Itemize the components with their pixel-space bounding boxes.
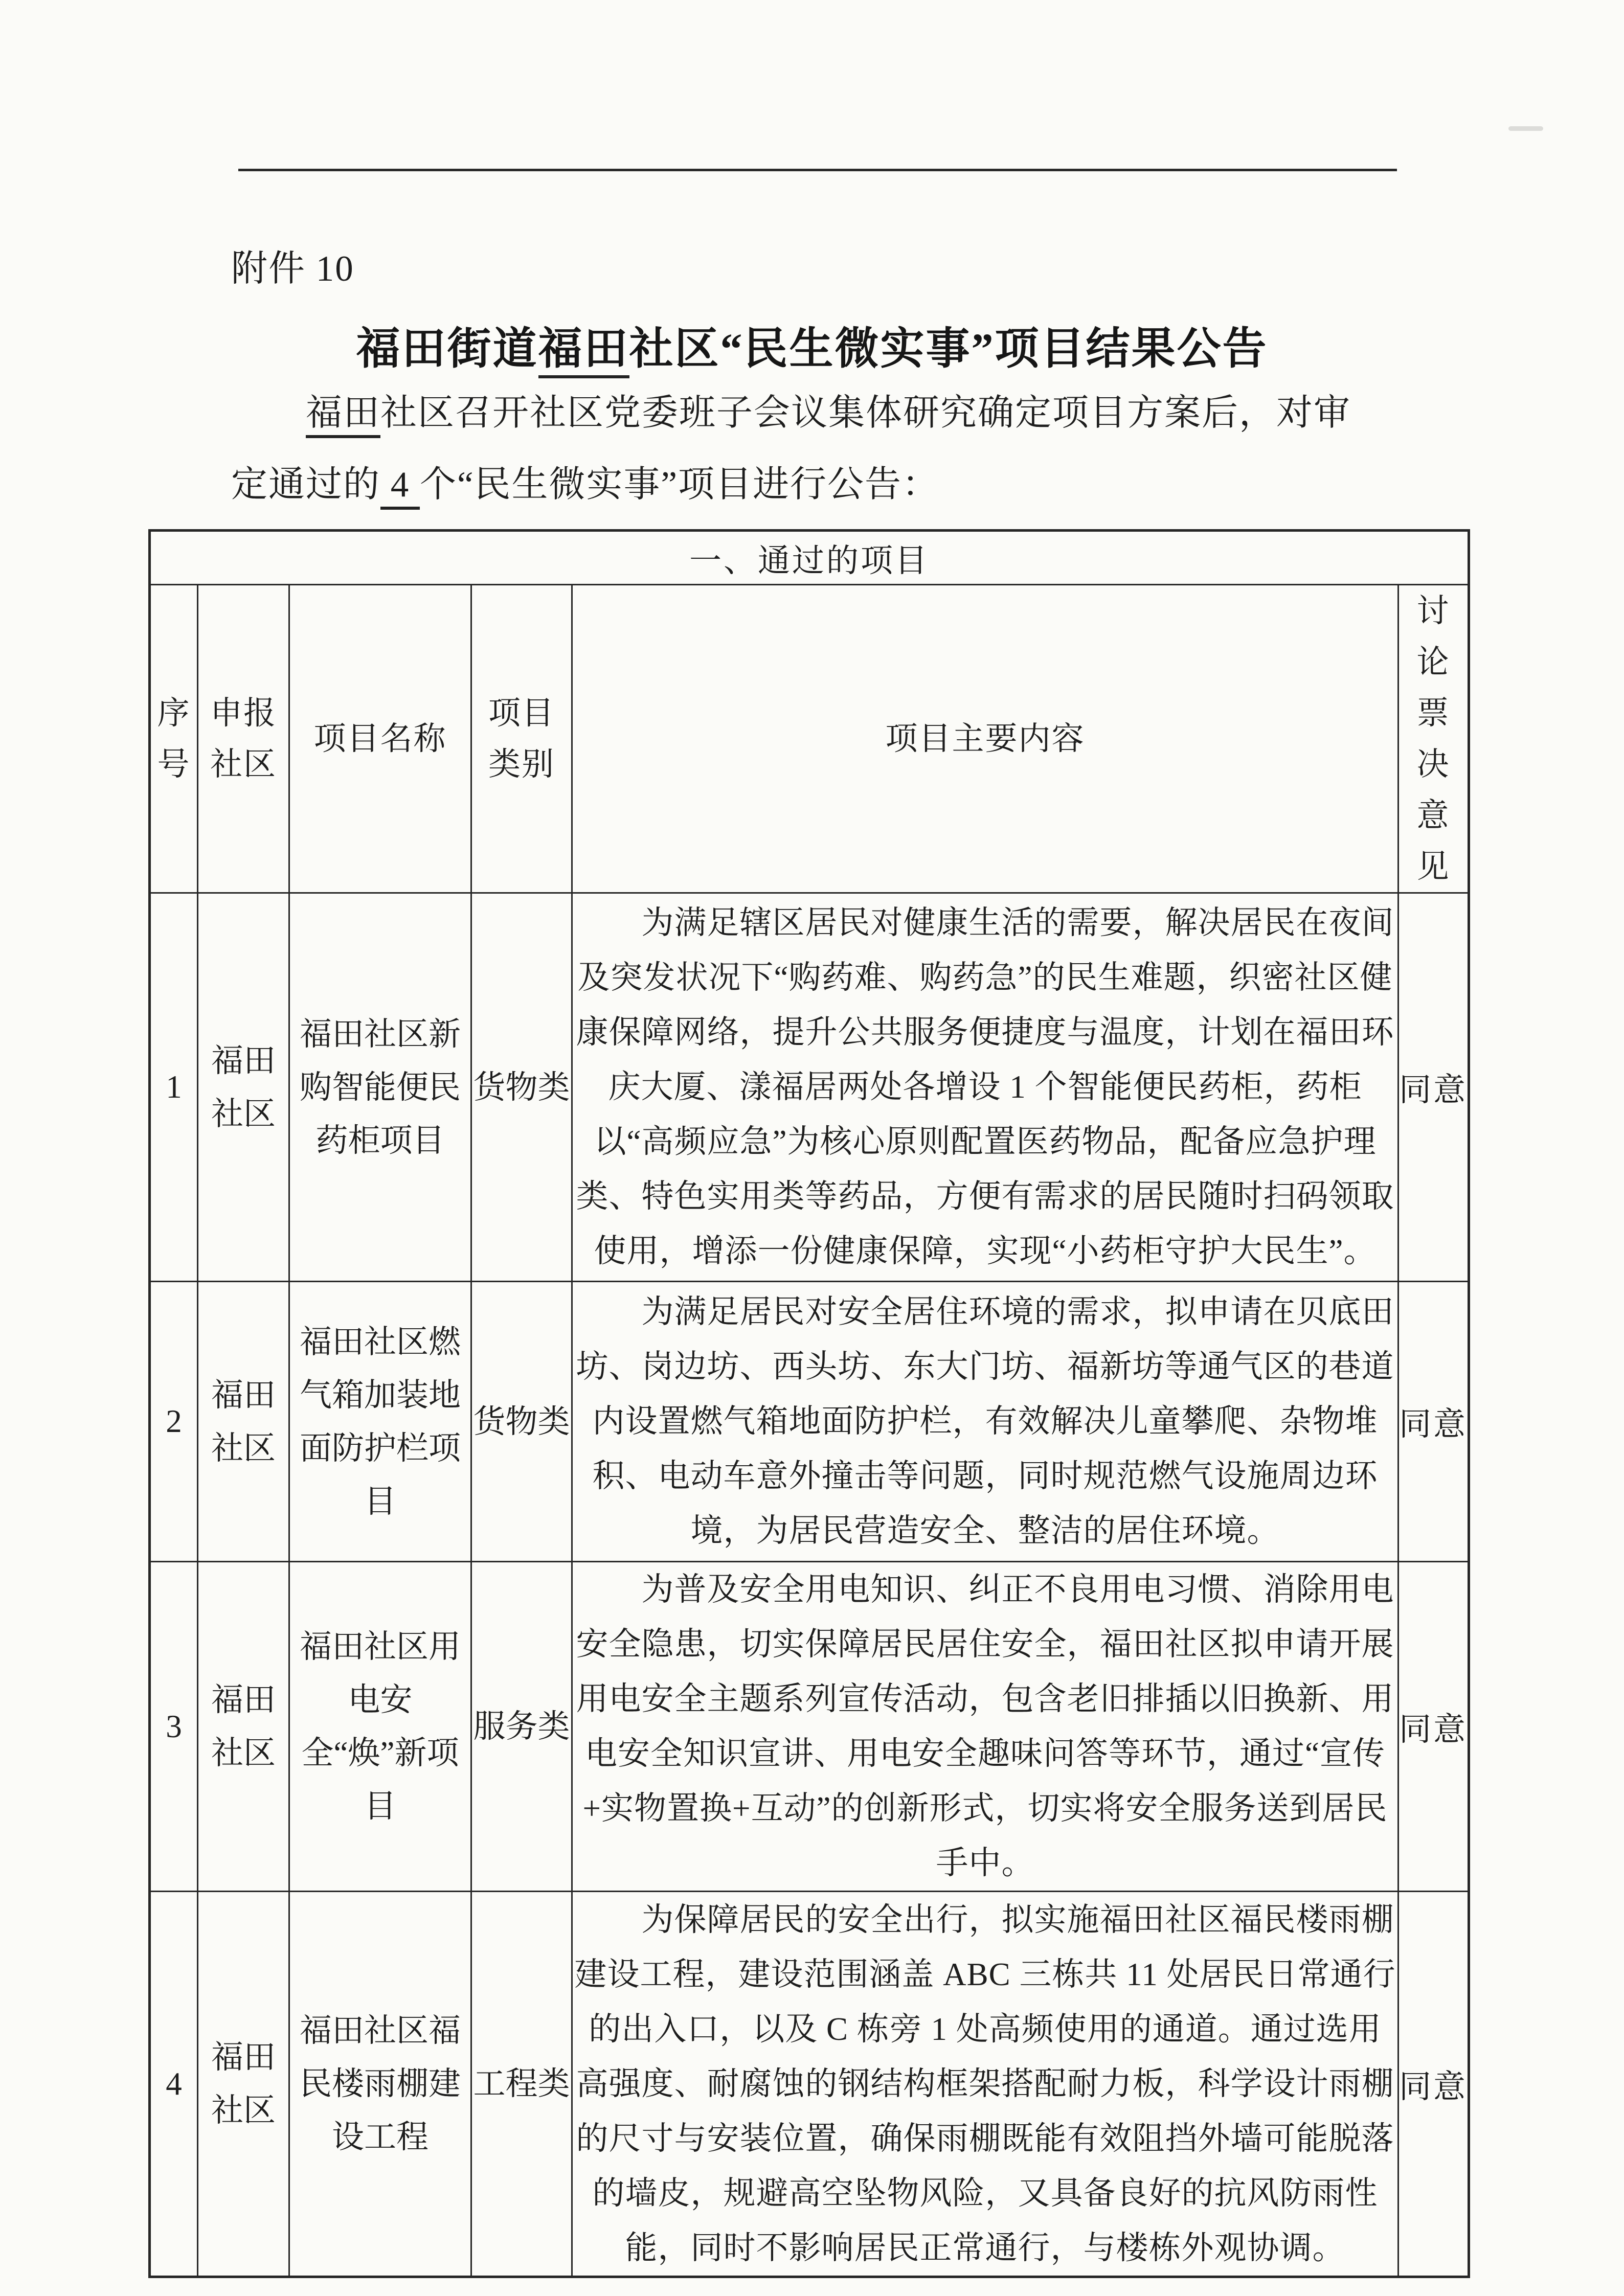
community-cell: 福田社区 — [198, 1282, 289, 1562]
category-cell: 工程类 — [471, 1892, 572, 2277]
project-name-cell: 福田社区新购智能便民药柜项目 — [289, 893, 471, 1282]
table-row — [150, 1282, 1469, 1562]
intro-line-2 — [231, 455, 1402, 507]
project-name-cell: 福田社区燃气箱加装地面防护栏项目 — [289, 1282, 471, 1562]
header-category: 项目类别 — [471, 585, 572, 893]
table-header-row — [150, 585, 1469, 893]
seq-cell: 4 — [150, 1892, 198, 2277]
category-cell: 服务类 — [471, 1562, 572, 1892]
content-cell: 为保障居民的安全出行，拟实施福田社区福民楼雨棚建设工程，建设范围涵盖 ABC 三栋共 11 处居民日常通行的出入口，以及 C 栋旁 1 处高频使用的通道。通过选用高强度、耐腐蚀的钢结构框架搭配耐力板，科学设计雨棚的尺寸与安装位置，确保雨棚既能有效阻挡外墙可能脱落的墙皮，规避高空坠物风险，又具备良好的抗风防雨性能，同时不影响居民正常通行，与楼栋外观协调。 — [572, 1892, 1399, 2277]
content-cell: 为满足居民对安全居住环境的需求，拟申请在贝底田坊、岗边坊、西头坊、东大门坊、福新坊等通气区的巷道内设置燃气箱地面防护栏，有效解决儿童攀爬、杂物堆积、电动车意外撞击等问题，同时规范燃气设施周边环境，为居民营造安全、整洁的居住环境。 — [572, 1282, 1399, 1562]
opinion-cell: 同意 — [1399, 1892, 1469, 2277]
intro-underlined-community: 福田 — [306, 393, 380, 438]
table-row — [150, 1562, 1469, 1892]
header-project-name: 项目名称 — [289, 585, 471, 893]
intro-line2-text: 个“民生微实事”项目进行公告： — [420, 465, 940, 505]
header-seq: 序号 — [150, 585, 198, 893]
seq-cell: 3 — [150, 1562, 198, 1892]
intro-line-1 — [231, 383, 1477, 436]
title-post: 社区“民生微实事”项目结果公告 — [629, 324, 1268, 373]
category-cell: 货物类 — [471, 893, 572, 1282]
table-caption: 一、通过的项目 — [150, 531, 1469, 585]
table-row — [150, 1892, 1469, 2277]
page-title — [0, 313, 1624, 376]
content-cell: 为普及安全用电知识、纠正不良用电习惯、消除用电安全隐患，切实保障居民居住安全，福田社区拟申请开展用电安全主题系列宣传活动，包含老旧排插以旧换新、用电安全知识宣讲、用电安全趣味问答等环节，通过“宣传+实物置换+互动”的创新形式，切实将安全服务送到居民手中。 — [572, 1562, 1399, 1892]
table-row — [150, 893, 1469, 1282]
header-vote-opinion: 讨论票决意见 — [1399, 585, 1469, 893]
intro-line2-pre: 定通过的 — [231, 465, 381, 505]
community-cell: 福田社区 — [198, 893, 289, 1282]
table-caption-row — [150, 531, 1469, 585]
header-main-content: 项目主要内容 — [572, 585, 1399, 893]
category-cell: 货物类 — [471, 1282, 572, 1562]
seq-cell: 1 — [150, 893, 198, 1282]
scan-artifact — [1508, 126, 1543, 131]
approved-projects-table — [148, 529, 1470, 2278]
content-cell: 为满足辖区居民对健康生活的需要，解决居民在夜间及突发状况下“购药难、购药急”的民生难题，织密社区健康保障网络，提升公共服务便捷度与温度，计划在福田环庆大厦、漾福居两处各增设 1 个智能便民药柜，药柜以“高频应急”为核心原则配置医药物品，配备应急护理类、特色实用类等药品，方便有需求的居民随时扫码领取使用，增添一份健康保障，实现“小药柜守护大民生”。 — [572, 893, 1399, 1282]
project-name-cell: 福田社区福民楼雨棚建设工程 — [289, 1892, 471, 2277]
header-rule — [238, 169, 1397, 171]
opinion-cell: 同意 — [1399, 1562, 1469, 1892]
title-pre: 福田街道 — [356, 324, 538, 373]
intro-line1-text: 社区召开社区党委班子会议集体研究确定项目方案后，对审 — [380, 393, 1351, 433]
approved-project-count: 4 — [380, 465, 420, 510]
opinion-cell: 同意 — [1399, 1282, 1469, 1562]
attachment-label: 附件 10 — [231, 249, 354, 289]
community-cell: 福田社区 — [198, 1562, 289, 1892]
header-community: 申报社区 — [198, 585, 289, 893]
community-cell: 福田社区 — [198, 1892, 289, 2277]
project-name-cell: 福田社区用电安全“焕”新项目 — [289, 1562, 471, 1892]
seq-cell: 2 — [150, 1282, 198, 1562]
title-underlined-community: 福田 — [538, 324, 629, 378]
opinion-cell: 同意 — [1399, 893, 1469, 1282]
